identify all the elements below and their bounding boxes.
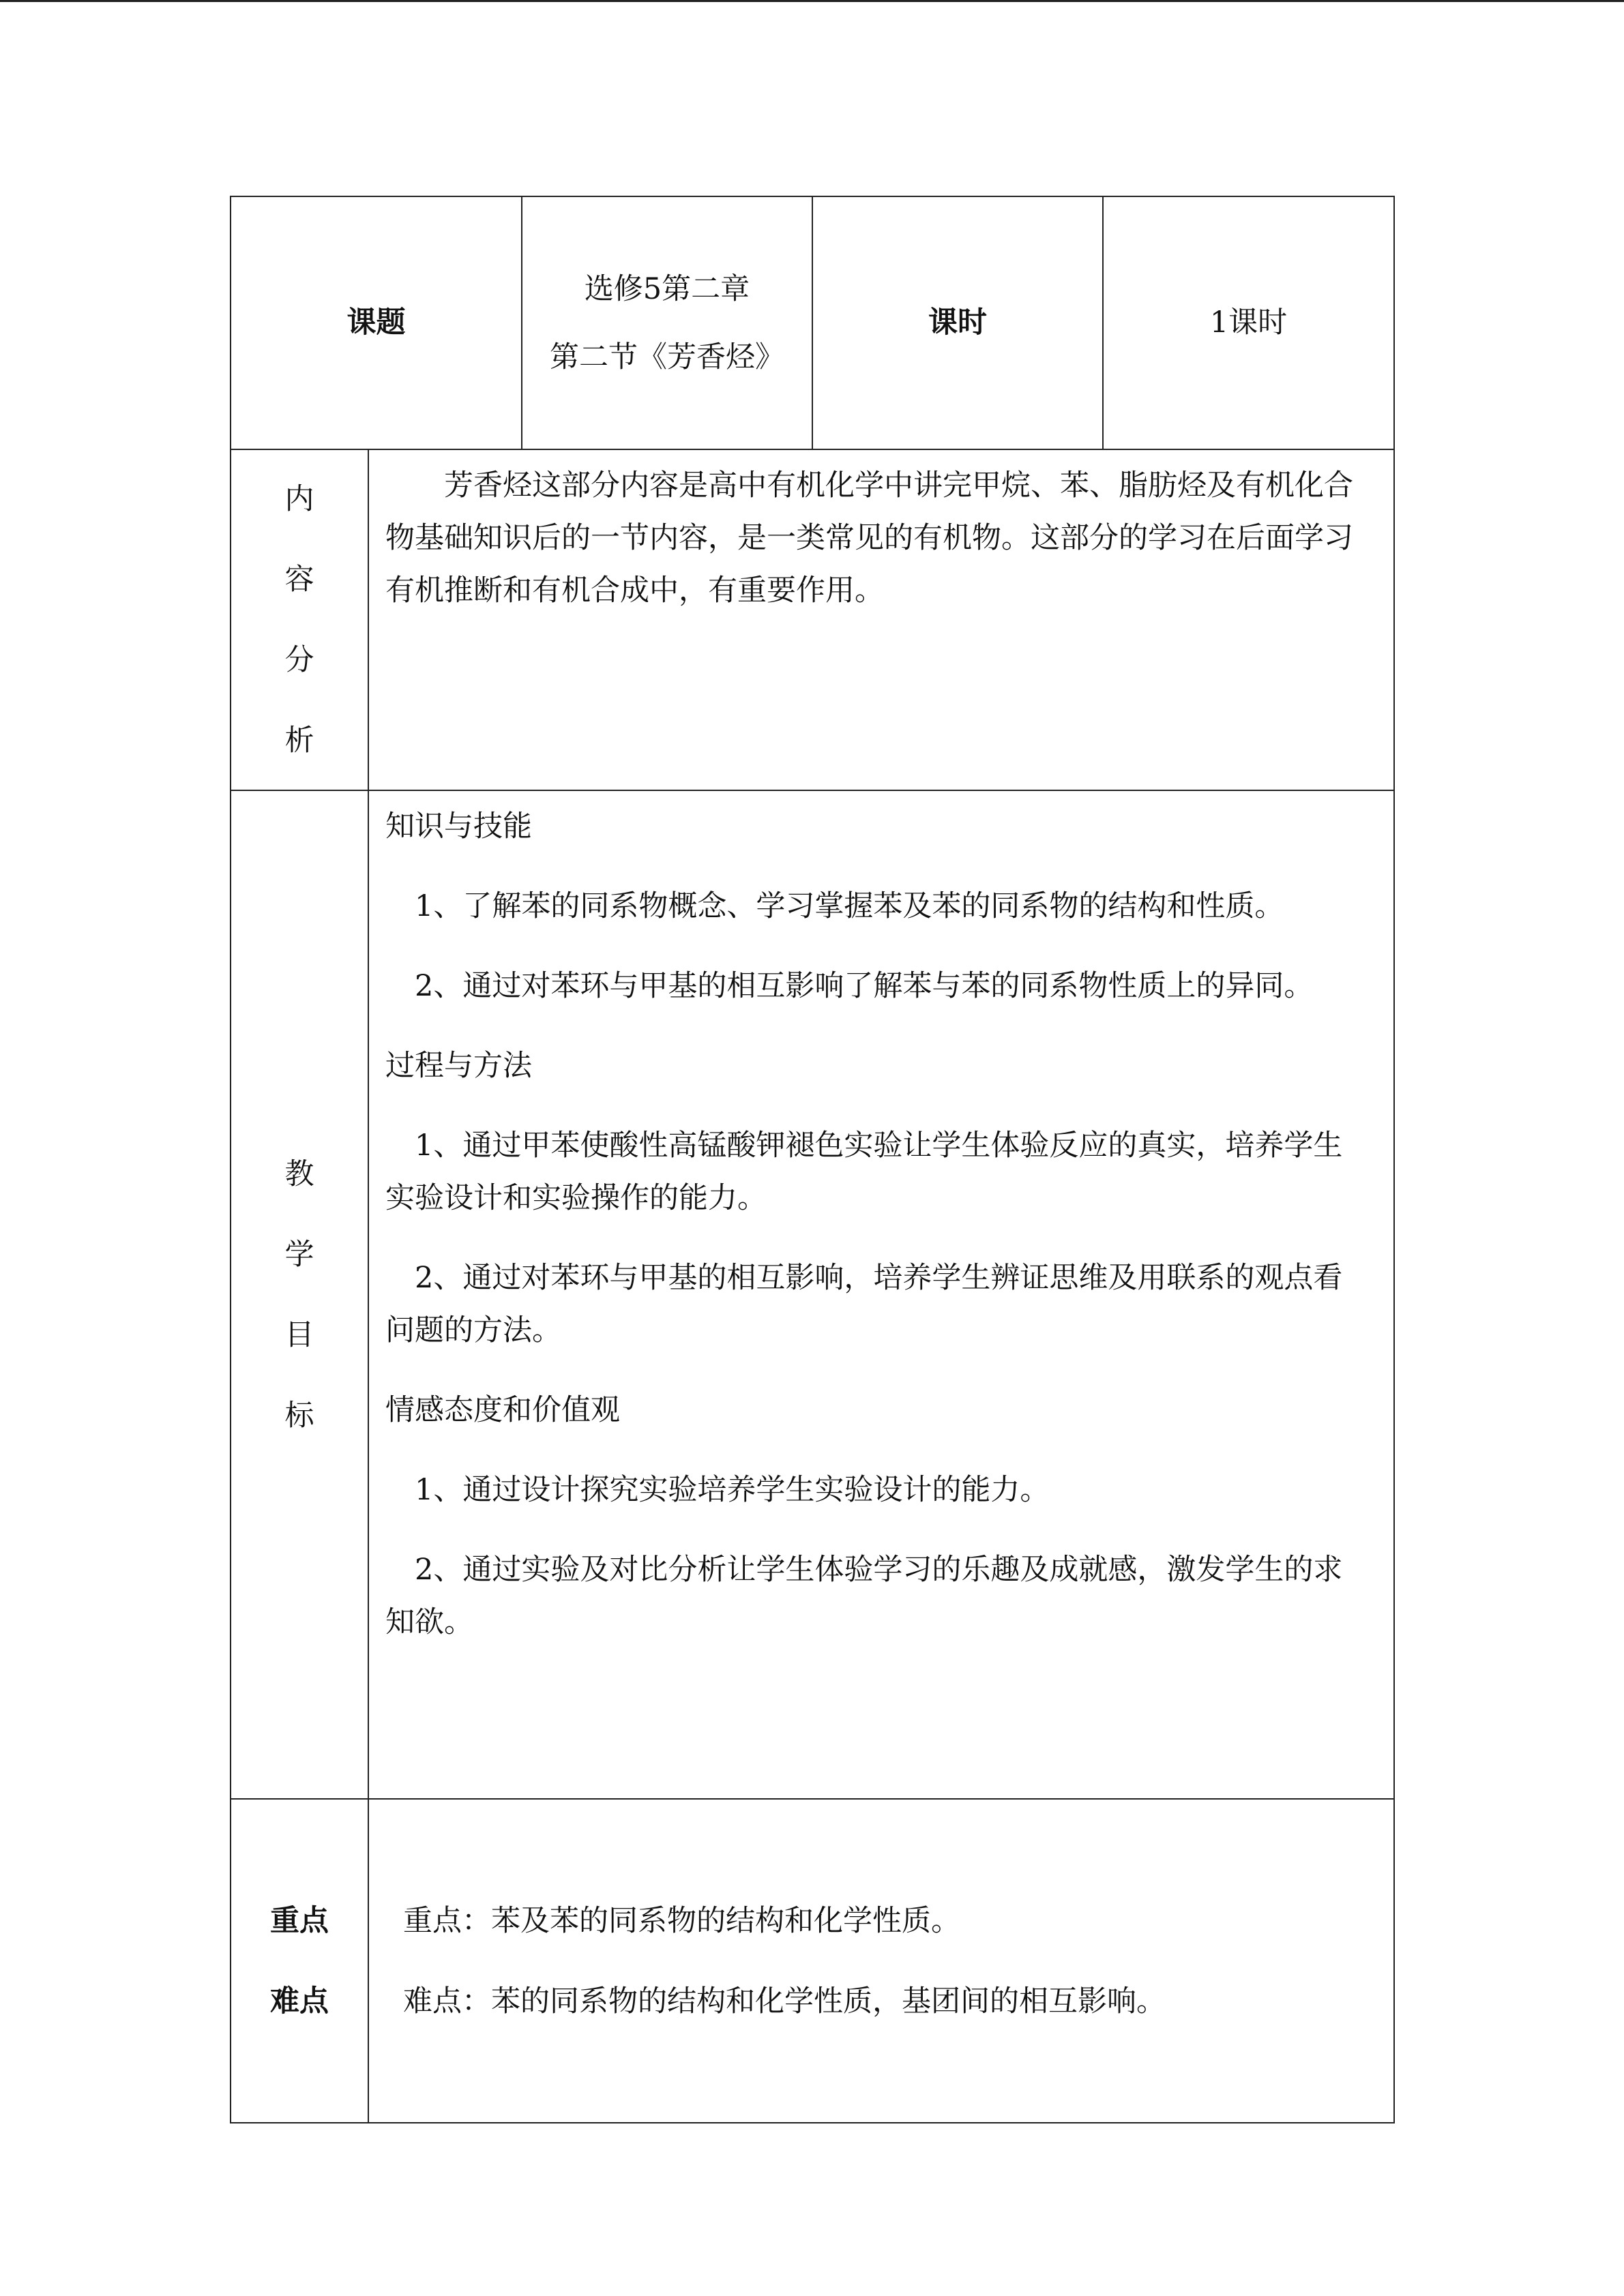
topic-line-1: 选修5第二章 xyxy=(584,271,750,306)
period-label: 课时 xyxy=(812,196,1103,449)
content-analysis-label xyxy=(231,449,368,790)
difficulty-text: 难点：苯的同系物的结构和化学性质，基团间的相互影响。 xyxy=(403,1984,1166,2018)
key-label: 重点 xyxy=(270,1903,329,1938)
label-char: 目 xyxy=(284,1317,314,1352)
knowledge-item: 2、通过对苯环与甲基的相互影响了解苯与苯的同系物性质上的异同。 xyxy=(415,969,1314,1003)
topic-label: 课题 xyxy=(231,196,522,449)
objectives-row xyxy=(231,790,1394,1799)
label-char: 标 xyxy=(284,1398,314,1433)
label-char: 分 xyxy=(284,643,314,677)
attitude-item: 2、通过实验及对比分析让学生体验学习的乐趣及成就感，激发学生的求知欲。 xyxy=(385,1553,1343,1639)
content-analysis-row xyxy=(231,449,1394,790)
objectives-label xyxy=(231,790,368,1799)
label-char: 教 xyxy=(284,1157,314,1191)
knowledge-heading: 知识与技能 xyxy=(385,809,532,844)
key-points-label xyxy=(231,1799,368,2123)
process-item: 2、通过对苯环与甲基的相互影响，培养学生辨证思维及用联系的观点看问题的方法。 xyxy=(385,1261,1343,1347)
label-char: 析 xyxy=(284,724,314,758)
key-point-text: 重点：苯及苯的同系物的结构和化学性质。 xyxy=(403,1903,960,1938)
process-heading: 过程与方法 xyxy=(385,1049,532,1083)
lesson-plan-table xyxy=(230,196,1395,2123)
objectives-content xyxy=(368,790,1394,1799)
page-top-border xyxy=(0,0,1624,2)
topic-value xyxy=(522,196,812,449)
header-row xyxy=(231,196,1394,449)
process-item: 1、通过甲苯使酸性高锰酸钾褪色实验让学生体验反应的真实，培养学生实验设计和实验操作的能力。 xyxy=(385,1129,1343,1215)
period-value: 1课时 xyxy=(1103,196,1394,449)
label-char: 内 xyxy=(284,482,314,516)
knowledge-item: 1、了解苯的同系物概念、学习掌握苯及苯的同系物的结构和性质。 xyxy=(415,889,1284,923)
key-points-row xyxy=(231,1799,1394,2123)
topic-line-2: 第二节《芳香烃》 xyxy=(550,340,784,374)
content-analysis-text: 芳香烃这部分内容是高中有机化学中讲完甲烷、苯、脂肪烃及有机化合物基础知识后的一节内容，是一类常见的有机物。这部分的学习在后面学习有机推断和有机合成中，有重要作用。 xyxy=(368,449,1394,790)
key-points-content xyxy=(368,1799,1394,2123)
attitude-item: 1、通过设计探究实验培养学生实验设计的能力。 xyxy=(415,1473,1050,1507)
label-char: 容 xyxy=(284,563,314,597)
difficulty-label: 难点 xyxy=(270,1984,329,2018)
label-char: 学 xyxy=(284,1237,314,1272)
attitude-heading: 情感态度和价值观 xyxy=(385,1393,620,1427)
